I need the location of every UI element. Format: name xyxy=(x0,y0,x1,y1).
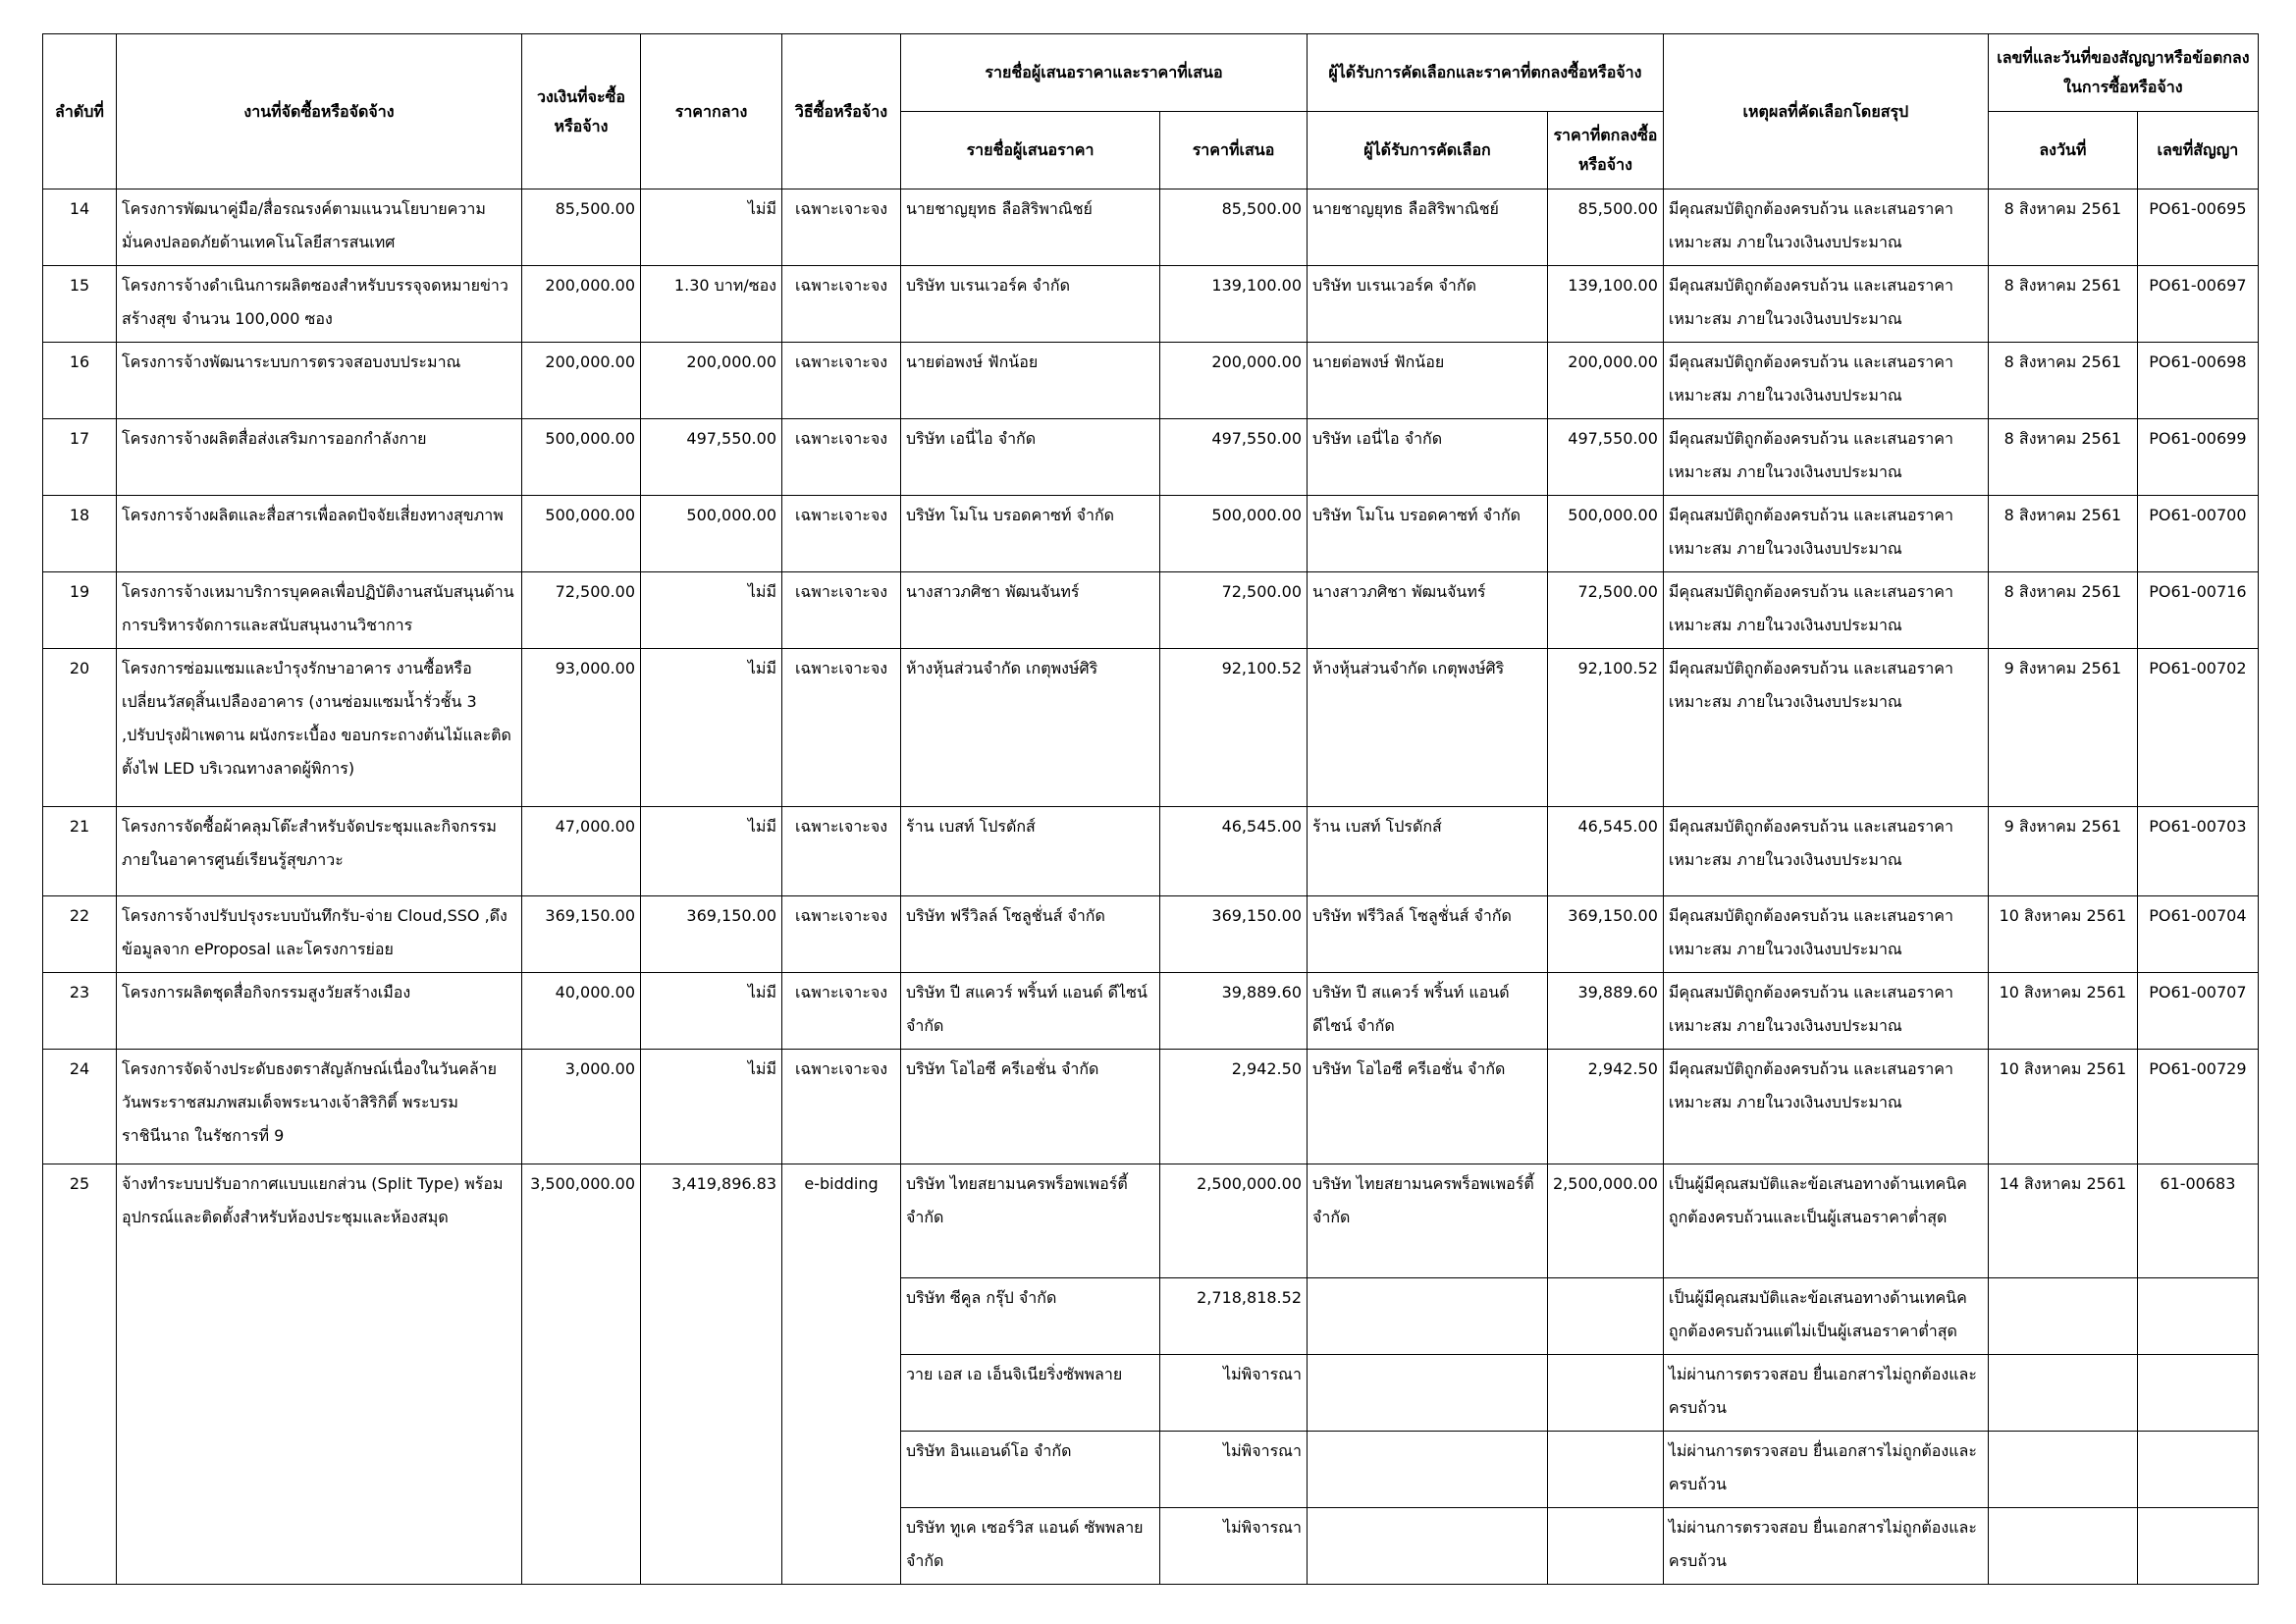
cell-no: 15 xyxy=(43,266,117,343)
cell-reason: ไม่ผ่านการตรวจสอบ ยื่นเอกสารไม่ถูกต้องและครบถ้วน xyxy=(1663,1432,1988,1508)
header-budget: วงเงินที่จะซื้อหรือจ้าง xyxy=(522,34,641,189)
cell-date: 9 สิงหาคม 2561 xyxy=(1988,649,2137,807)
cell-winner: บริษัท ไทยสยามนครพร็อพเพอร์ตี้ จำกัด xyxy=(1308,1164,1548,1278)
cell-bidder: บริษัท ทูเค เซอร์วิส แอนด์ ซัพพลาย จำกัด xyxy=(901,1508,1160,1585)
cell-bid: ไม่พิจารณา xyxy=(1160,1432,1308,1508)
cell-bid: ไม่พิจารณา xyxy=(1160,1508,1308,1585)
table-row xyxy=(43,649,2259,807)
cell-no: 21 xyxy=(43,807,117,896)
cell-agreed-empty xyxy=(1548,1278,1664,1355)
cell-no: 25 xyxy=(43,1164,117,1585)
table-row xyxy=(43,572,2259,649)
cell-agreed: 139,100.00 xyxy=(1548,266,1664,343)
cell-contract: PO61-00716 xyxy=(2137,572,2258,649)
header-agreed-price: ราคาที่ตกลงซื้อหรือจ้าง xyxy=(1548,112,1664,189)
cell-contract: PO61-00703 xyxy=(2137,807,2258,896)
cell-bidder: นายชาญยุทธ ลือสิริพาณิชย์ xyxy=(901,189,1160,266)
cell-contract-empty xyxy=(2137,1278,2258,1355)
cell-budget: 40,000.00 xyxy=(522,973,641,1050)
cell-winner: บริษัท ฟรีวิลล์ โซลูชั่นส์ จำกัด xyxy=(1308,896,1548,973)
cell-agreed: 369,150.00 xyxy=(1548,896,1664,973)
cell-bid: 369,150.00 xyxy=(1160,896,1308,973)
cell-budget: 47,000.00 xyxy=(522,807,641,896)
cell-project: โครงการจ้างพัฒนาระบบการตรวจสอบงบประมาณ xyxy=(117,343,522,419)
cell-agreed: 46,545.00 xyxy=(1548,807,1664,896)
cell-method: เฉพาะเจาะจง xyxy=(782,1050,901,1164)
header-selected-group: ผู้ได้รับการคัดเลือกและราคาที่ตกลงซื้อหรือจ้าง xyxy=(1308,34,1664,112)
header-bidders-group: รายชื่อผู้เสนอราคาและราคาที่เสนอ xyxy=(901,34,1308,112)
cell-no: 14 xyxy=(43,189,117,266)
table-row xyxy=(43,807,2259,896)
cell-date: 8 สิงหาคม 2561 xyxy=(1988,343,2137,419)
cell-project: โครงการจ้างผลิตสื่อส่งเสริมการออกกำลังกาย xyxy=(117,419,522,496)
header-method: วิธีซื้อหรือจ้าง xyxy=(782,34,901,189)
cell-bid: ไม่พิจารณา xyxy=(1160,1355,1308,1432)
cell-contract: PO61-00699 xyxy=(2137,419,2258,496)
cell-agreed-empty xyxy=(1548,1508,1664,1585)
cell-agreed-empty xyxy=(1548,1432,1664,1508)
cell-bid: 2,718,818.52 xyxy=(1160,1278,1308,1355)
cell-reason: มีคุณสมบัติถูกต้องครบถ้วน และเสนอราคาเหมาะสม ภายในวงเงินงบประมาณ xyxy=(1663,807,1988,896)
cell-median: 3,419,896.83 xyxy=(641,1164,782,1585)
cell-winner: นายต่อพงษ์ ฟักน้อย xyxy=(1308,343,1548,419)
cell-date: 10 สิงหาคม 2561 xyxy=(1988,973,2137,1050)
cell-no: 22 xyxy=(43,896,117,973)
cell-reason: มีคุณสมบัติถูกต้องครบถ้วน และเสนอราคาเหมาะสม ภายในวงเงินงบประมาณ xyxy=(1663,649,1988,807)
cell-contract: PO61-00695 xyxy=(2137,189,2258,266)
cell-no: 19 xyxy=(43,572,117,649)
cell-contract: 61-00683 xyxy=(2137,1164,2258,1278)
cell-contract: PO61-00698 xyxy=(2137,343,2258,419)
cell-winner: บริษัท โมโน บรอดคาซท์ จำกัด xyxy=(1308,496,1548,572)
cell-bid: 497,550.00 xyxy=(1160,419,1308,496)
cell-agreed: 497,550.00 xyxy=(1548,419,1664,496)
cell-date: 14 สิงหาคม 2561 xyxy=(1988,1164,2137,1278)
cell-bidder: บริษัท ไทยสยามนครพร็อพเพอร์ตี้ จำกัด xyxy=(901,1164,1160,1278)
cell-budget: 72,500.00 xyxy=(522,572,641,649)
cell-bid: 2,500,000.00 xyxy=(1160,1164,1308,1278)
cell-winner: ห้างหุ้นส่วนจำกัด เกตุพงษ์ศิริ xyxy=(1308,649,1548,807)
cell-date-empty xyxy=(1988,1432,2137,1508)
cell-date: 8 สิงหาคม 2561 xyxy=(1988,572,2137,649)
cell-reason: มีคุณสมบัติถูกต้องครบถ้วน และเสนอราคาเหมาะสม ภายในวงเงินงบประมาณ xyxy=(1663,973,1988,1050)
cell-median: ไม่มี xyxy=(641,649,782,807)
cell-reason: มีคุณสมบัติถูกต้องครบถ้วน และเสนอราคาเหมาะสม ภายในวงเงินงบประมาณ xyxy=(1663,189,1988,266)
header-median-price: ราคากลาง xyxy=(641,34,782,189)
cell-date: 8 สิงหาคม 2561 xyxy=(1988,266,2137,343)
cell-no: 20 xyxy=(43,649,117,807)
cell-agreed: 72,500.00 xyxy=(1548,572,1664,649)
cell-method: e-bidding xyxy=(782,1164,901,1585)
cell-project: จ้างทำระบบปรับอากาศแบบแยกส่วน (Split Type) พร้อมอุปกรณ์และติดตั้งสำหรับห้องประชุมและห้องสมุด xyxy=(117,1164,522,1585)
header-project: งานที่จัดซื้อหรือจัดจ้าง xyxy=(117,34,522,189)
cell-no: 24 xyxy=(43,1050,117,1164)
cell-agreed: 2,942.50 xyxy=(1548,1050,1664,1164)
cell-median: 200,000.00 xyxy=(641,343,782,419)
cell-budget: 500,000.00 xyxy=(522,496,641,572)
cell-bid: 139,100.00 xyxy=(1160,266,1308,343)
cell-method: เฉพาะเจาะจง xyxy=(782,572,901,649)
header-reason: เหตุผลที่คัดเลือกโดยสรุป xyxy=(1663,34,1988,189)
cell-bidder: บริษัท โอไอซี ครีเอชั่น จำกัด xyxy=(901,1050,1160,1164)
table-row xyxy=(43,496,2259,572)
table-row xyxy=(43,189,2259,266)
cell-winner: นางสาวภศิชา พัฒนจันทร์ xyxy=(1308,572,1548,649)
cell-agreed: 39,889.60 xyxy=(1548,973,1664,1050)
cell-bidder: บริษัท อินแอนด์โอ จำกัด xyxy=(901,1432,1160,1508)
cell-bidder: บริษัท ปี สแควร์ พริ้นท์ แอนด์ ดีไซน์ จำกัด xyxy=(901,973,1160,1050)
cell-winner-empty xyxy=(1308,1432,1548,1508)
cell-reason: มีคุณสมบัติถูกต้องครบถ้วน และเสนอราคาเหมาะสม ภายในวงเงินงบประมาณ xyxy=(1663,572,1988,649)
header-bidder-name: รายชื่อผู้เสนอราคา xyxy=(901,112,1160,189)
cell-agreed: 200,000.00 xyxy=(1548,343,1664,419)
cell-contract: PO61-00700 xyxy=(2137,496,2258,572)
cell-reason: มีคุณสมบัติถูกต้องครบถ้วน และเสนอราคาเหมาะสม ภายในวงเงินงบประมาณ xyxy=(1663,266,1988,343)
cell-bid: 200,000.00 xyxy=(1160,343,1308,419)
cell-bid: 500,000.00 xyxy=(1160,496,1308,572)
cell-reason: มีคุณสมบัติถูกต้องครบถ้วน และเสนอราคาเหมาะสม ภายในวงเงินงบประมาณ xyxy=(1663,1050,1988,1164)
table-row xyxy=(43,419,2259,496)
cell-date: 8 สิงหาคม 2561 xyxy=(1988,496,2137,572)
cell-date-empty xyxy=(1988,1355,2137,1432)
cell-budget: 200,000.00 xyxy=(522,266,641,343)
cell-agreed: 500,000.00 xyxy=(1548,496,1664,572)
cell-method: เฉพาะเจาะจง xyxy=(782,419,901,496)
cell-budget: 369,150.00 xyxy=(522,896,641,973)
table-row xyxy=(43,896,2259,973)
cell-method: เฉพาะเจาะจง xyxy=(782,649,901,807)
cell-project: โครงการจัดจ้างประดับธงตราสัญลักษณ์เนื่องในวันคล้ายวันพระราชสมภพสมเด็จพระนางเจ้าสิริกิติ์ พระบรมราชินีนาถ ในรัชการที่ 9 xyxy=(117,1050,522,1164)
header-bid-price: ราคาที่เสนอ xyxy=(1160,112,1308,189)
cell-contract-empty xyxy=(2137,1508,2258,1585)
cell-method: เฉพาะเจาะจง xyxy=(782,266,901,343)
header-date: ลงวันที่ xyxy=(1988,112,2137,189)
cell-no: 17 xyxy=(43,419,117,496)
cell-median: 1.30 บาท/ซอง xyxy=(641,266,782,343)
cell-median: ไม่มี xyxy=(641,572,782,649)
cell-winner: บริษัท บเรนเวอร์ค จำกัด xyxy=(1308,266,1548,343)
cell-contract: PO61-00707 xyxy=(2137,973,2258,1050)
cell-contract: PO61-00704 xyxy=(2137,896,2258,973)
cell-date: 10 สิงหาคม 2561 xyxy=(1988,896,2137,973)
cell-project: โครงการจ้างผลิตและสื่อสารเพื่อลดปัจจัยเสี่ยงทางสุขภาพ xyxy=(117,496,522,572)
cell-median: ไม่มี xyxy=(641,1050,782,1164)
cell-winner: นายชาญยุทธ ลือสิริพาณิชย์ xyxy=(1308,189,1548,266)
cell-median: 497,550.00 xyxy=(641,419,782,496)
cell-bid: 46,545.00 xyxy=(1160,807,1308,896)
table-row xyxy=(43,1164,2259,1278)
cell-median: 500,000.00 xyxy=(641,496,782,572)
cell-bidder: นายต่อพงษ์ ฟักน้อย xyxy=(901,343,1160,419)
cell-bidder: นางสาวภศิชา พัฒนจันทร์ xyxy=(901,572,1160,649)
cell-project: โครงการซ่อมแซมและบำรุงรักษาอาคาร งานซื้อหรือเปลี่ยนวัสดุสิ้นเปลืองอาคาร (งานซ่อมแซมน้ำรั่วชั้น 3 ,ปรับปรุงฝ้าเพดาน ผนังกระเบื้อง ขอบกระถางต้นไม้และติดตั้งไฟ LED บริเวณทางลาดผู้พิการ) xyxy=(117,649,522,807)
cell-reason: มีคุณสมบัติถูกต้องครบถ้วน และเสนอราคาเหมาะสม ภายในวงเงินงบประมาณ xyxy=(1663,896,1988,973)
cell-no: 16 xyxy=(43,343,117,419)
cell-median: ไม่มี xyxy=(641,189,782,266)
cell-bidder: ร้าน เบสท์ โปรดักส์ xyxy=(901,807,1160,896)
cell-bidder: บริษัท ฟรีวิลล์ โซลูชั่นส์ จำกัด xyxy=(901,896,1160,973)
cell-bidder: บริษัท เอนี่ไอ จำกัด xyxy=(901,419,1160,496)
procurement-table xyxy=(42,33,2259,1585)
cell-method: เฉพาะเจาะจง xyxy=(782,496,901,572)
cell-date: 10 สิงหาคม 2561 xyxy=(1988,1050,2137,1164)
cell-agreed: 85,500.00 xyxy=(1548,189,1664,266)
table-row xyxy=(43,973,2259,1050)
cell-reason: มีคุณสมบัติถูกต้องครบถ้วน และเสนอราคาเหมาะสม ภายในวงเงินงบประมาณ xyxy=(1663,496,1988,572)
cell-agreed: 92,100.52 xyxy=(1548,649,1664,807)
cell-project: โครงการจ้างปรับปรุงระบบบันทึกรับ-จ่าย Cloud,SSO ,ดึงข้อมูลจาก eProposal และโครงการย่อย xyxy=(117,896,522,973)
table-row xyxy=(43,343,2259,419)
cell-bidder: บริษัท บเรนเวอร์ค จำกัด xyxy=(901,266,1160,343)
cell-winner: ร้าน เบสท์ โปรดักส์ xyxy=(1308,807,1548,896)
table-row xyxy=(43,1050,2259,1164)
header-contract-group: เลขที่และวันที่ของสัญญาหรือข้อตกลงในการซื้อหรือจ้าง xyxy=(1988,34,2258,112)
cell-winner: บริษัท โอไอซี ครีเอชั่น จำกัด xyxy=(1308,1050,1548,1164)
cell-median: 369,150.00 xyxy=(641,896,782,973)
cell-budget: 93,000.00 xyxy=(522,649,641,807)
cell-date: 8 สิงหาคม 2561 xyxy=(1988,189,2137,266)
cell-contract-empty xyxy=(2137,1355,2258,1432)
cell-bidder: บริษัท โมโน บรอดคาซท์ จำกัด xyxy=(901,496,1160,572)
cell-reason: เป็นผู้มีคุณสมบัติและข้อเสนอทางด้านเทคนิคถูกต้องครบถ้วนและเป็นผู้เสนอราคาต่ำสุด xyxy=(1663,1164,1988,1278)
cell-contract: PO61-00697 xyxy=(2137,266,2258,343)
cell-winner: บริษัท เอนี่ไอ จำกัด xyxy=(1308,419,1548,496)
cell-date-empty xyxy=(1988,1508,2137,1585)
cell-project: โครงการจ้างดำเนินการผลิตซองสำหรับบรรจุจดหมายข่าวสร้างสุข จำนวน 100,000 ซอง xyxy=(117,266,522,343)
cell-winner-empty xyxy=(1308,1508,1548,1585)
cell-reason: มีคุณสมบัติถูกต้องครบถ้วน และเสนอราคาเหมาะสม ภายในวงเงินงบประมาณ xyxy=(1663,343,1988,419)
cell-no: 18 xyxy=(43,496,117,572)
cell-budget: 3,500,000.00 xyxy=(522,1164,641,1585)
cell-winner: บริษัท ปี สแควร์ พริ้นท์ แอนด์ ดีไซน์ จำกัด xyxy=(1308,973,1548,1050)
header-no: ลำดับที่ xyxy=(43,34,117,189)
cell-project: โครงการผลิตชุดสื่อกิจกรรมสูงวัยสร้างเมือง xyxy=(117,973,522,1050)
cell-method: เฉพาะเจาะจง xyxy=(782,343,901,419)
cell-reason: ไม่ผ่านการตรวจสอบ ยื่นเอกสารไม่ถูกต้องและครบถ้วน xyxy=(1663,1355,1988,1432)
cell-budget: 85,500.00 xyxy=(522,189,641,266)
cell-method: เฉพาะเจาะจง xyxy=(782,807,901,896)
cell-contract: PO61-00702 xyxy=(2137,649,2258,807)
cell-budget: 3,000.00 xyxy=(522,1050,641,1164)
table-row xyxy=(43,266,2259,343)
cell-project: โครงการจัดซื้อผ้าคลุมโต๊ะสำหรับจัดประชุมและกิจกรรมภายในอาคารศูนย์เรียนรู้สุขภาวะ xyxy=(117,807,522,896)
cell-bidder: วาย เอส เอ เอ็นจิเนียริ่งซัพพลาย xyxy=(901,1355,1160,1432)
cell-project: โครงการจ้างเหมาบริการบุคคลเพื่อปฏิบัติงานสนับสนุนด้านการบริหารจัดการและสนับสนุนงานวิชาการ xyxy=(117,572,522,649)
cell-bidder: ห้างหุ้นส่วนจำกัด เกตุพงษ์ศิริ xyxy=(901,649,1160,807)
cell-reason: มีคุณสมบัติถูกต้องครบถ้วน และเสนอราคาเหมาะสม ภายในวงเงินงบประมาณ xyxy=(1663,419,1988,496)
cell-reason: เป็นผู้มีคุณสมบัติและข้อเสนอทางด้านเทคนิคถูกต้องครบถ้วนแต่ไม่เป็นผู้เสนอราคาต่ำสุด xyxy=(1663,1278,1988,1355)
cell-bid: 72,500.00 xyxy=(1160,572,1308,649)
cell-method: เฉพาะเจาะจง xyxy=(782,896,901,973)
cell-bid: 2,942.50 xyxy=(1160,1050,1308,1164)
cell-date: 8 สิงหาคม 2561 xyxy=(1988,419,2137,496)
cell-contract-empty xyxy=(2137,1432,2258,1508)
cell-date: 9 สิงหาคม 2561 xyxy=(1988,807,2137,896)
cell-bid: 85,500.00 xyxy=(1160,189,1308,266)
cell-date-empty xyxy=(1988,1278,2137,1355)
cell-bidder: บริษัท ซีคูล กรุ๊ป จำกัด xyxy=(901,1278,1160,1355)
cell-agreed: 2,500,000.00 xyxy=(1548,1164,1664,1278)
cell-winner-empty xyxy=(1308,1278,1548,1355)
cell-budget: 200,000.00 xyxy=(522,343,641,419)
cell-project: โครงการพัฒนาคู่มือ/สื่อรณรงค์ตามแนวนโยบายความมั่นคงปลอดภัยด้านเทคโนโลยีสารสนเทศ xyxy=(117,189,522,266)
cell-reason: ไม่ผ่านการตรวจสอบ ยื่นเอกสารไม่ถูกต้องและครบถ้วน xyxy=(1663,1508,1988,1585)
header-contract-no: เลขที่สัญญา xyxy=(2137,112,2258,189)
cell-median: ไม่มี xyxy=(641,807,782,896)
cell-median: ไม่มี xyxy=(641,973,782,1050)
cell-no: 23 xyxy=(43,973,117,1050)
cell-bid: 39,889.60 xyxy=(1160,973,1308,1050)
cell-contract: PO61-00729 xyxy=(2137,1050,2258,1164)
cell-agreed-empty xyxy=(1548,1355,1664,1432)
cell-winner-empty xyxy=(1308,1355,1548,1432)
cell-method: เฉพาะเจาะจง xyxy=(782,189,901,266)
cell-bid: 92,100.52 xyxy=(1160,649,1308,807)
cell-budget: 500,000.00 xyxy=(522,419,641,496)
cell-method: เฉพาะเจาะจง xyxy=(782,973,901,1050)
header-selected-name: ผู้ได้รับการคัดเลือก xyxy=(1308,112,1548,189)
